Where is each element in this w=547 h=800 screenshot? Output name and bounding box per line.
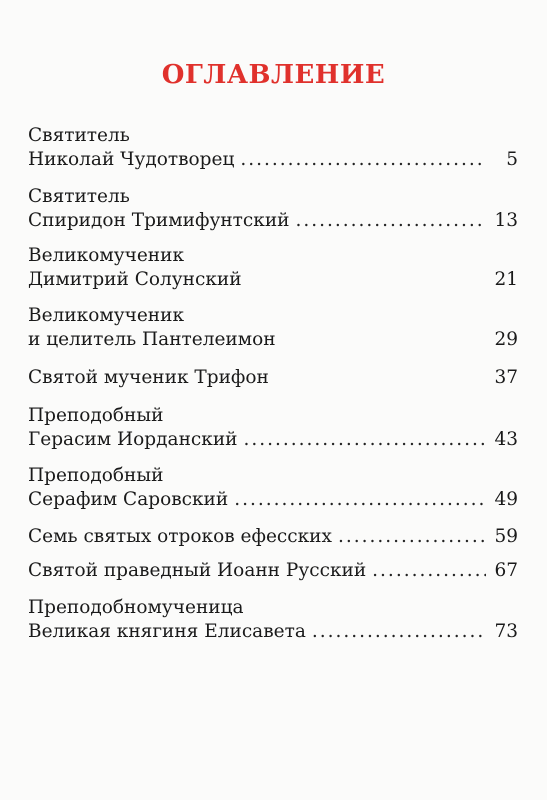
dot-leader [243,428,486,452]
toc-entry-last-line [28,488,518,512]
toc-entry-last-line [28,428,518,452]
toc-entry-last-line [28,328,518,352]
toc-page-number: 49 [494,489,518,510]
toc-entry-line: Серафим Саровский [28,489,229,510]
toc-entry-line: Преподобный [28,465,164,486]
dot-leader [240,148,486,172]
dot-leader [234,488,486,512]
toc-entry-line: Святитель [28,186,130,207]
toc-entry [28,244,518,292]
toc-entry-last-line [28,559,518,583]
toc-entry-line: Герасим Иорданский [28,429,238,450]
toc-entry [28,185,518,233]
toc-page-number: 73 [494,621,518,642]
toc-entry [28,124,518,172]
dot-leader [372,559,486,583]
toc-entry-line: Николай Чудотворец [28,149,235,170]
toc-entry-last-line [28,620,518,644]
toc-entry-line: Димитрий Солунский [28,269,242,290]
toc-entry [28,596,518,644]
toc-page-number: 29 [494,329,518,350]
toc-entry-line: Великомученик [28,305,185,326]
toc-entry [28,366,518,390]
toc-entry-last-line [28,148,518,172]
toc-page-number: 59 [494,526,518,547]
toc-entry-line: Семь святых отроков ефесских [28,526,332,547]
toc-entry-line: и целитель Пантелеимон [28,329,276,350]
toc-entry-line: Великая княгиня Елисавета [28,621,306,642]
toc-page-number: 37 [494,367,518,388]
toc-entry-line: Святой праведный Иоанн Русский [28,560,367,581]
toc-entry-last-line [28,366,518,390]
toc-page-number: 21 [494,269,518,290]
dot-leader [338,525,486,549]
toc-entry-line: Преподобномученица [28,597,244,618]
toc-list [28,124,518,644]
toc-page-number: 43 [494,429,518,450]
toc-entry-last-line [28,268,518,292]
toc-page-number: 13 [494,210,518,231]
toc-page-number: 5 [506,149,518,170]
toc-entry-line: Преподобный [28,405,164,426]
dot-leader [312,620,486,644]
toc-entry-last-line [28,209,518,233]
toc-entry [28,404,518,452]
toc-entry-last-line [28,525,518,549]
toc-entry [28,464,518,512]
toc-entry [28,559,518,583]
toc-page-number: 67 [494,560,518,581]
toc-entry-line: Великомученик [28,245,185,266]
toc-entry-line: Святой мученик Трифон [28,367,269,388]
dot-leader [295,209,486,233]
toc-entry [28,304,518,352]
toc-entry [28,525,518,549]
toc-entry-line: Святитель [28,125,130,146]
page-title: ОГЛАВЛЕНИЕ [161,60,386,90]
toc-entry-line: Спиридон Тримифунтский [28,210,290,231]
